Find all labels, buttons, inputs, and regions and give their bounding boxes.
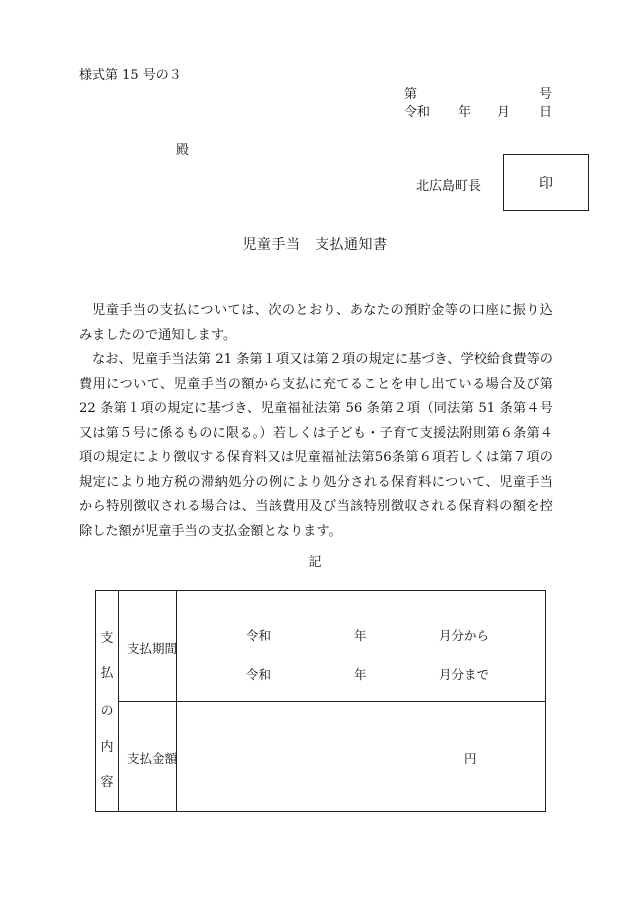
date-month: 月: [497, 105, 511, 120]
addressee-suffix: 殿: [176, 143, 190, 158]
period-to-month: 月分まで: [439, 667, 490, 682]
payment-details-table: [95, 590, 546, 812]
ki-heading: 記: [308, 555, 322, 570]
period-from-month: 月分から: [439, 628, 490, 643]
document-title: 児童手当 支払通知書: [242, 237, 388, 253]
period-from-era: 令和: [246, 628, 272, 643]
body-text: [79, 299, 553, 544]
amount-label: 支払金額: [127, 751, 178, 766]
date-day: 日: [539, 105, 553, 120]
body-paragraph-1: 児童手当の支払については、次のとおり、あなたの預貯金等の口座に振り込みましたので通知します。: [79, 303, 553, 343]
period-to-year: 年: [354, 667, 367, 682]
seal-label: 印: [539, 175, 553, 192]
vertical-label-char-2: 払: [100, 666, 114, 681]
issuer-name: 北広島町長: [416, 179, 482, 194]
body-paragraph-2: なお、児童手当法第 21 条第１項又は第２項の規定に基づき、学校給食費等の費用について、児童手当の額から支払に充てることを申し出ている場合及び第 22 条第１項の規定に基づき、児童福祉法第 56 条第２項（同法第 51 条第４号又は第５号に係るものに限る。）若しくは子ども・子育て支援法附則第６条第４項の規定により徴収する保育料又は児童福祉法第56条第６項若しくは第７項の規定により地方税の滞納処分の例により処分される保育料について、児童手当から特別徴収される場合は、当該費用及び当該特別徴収される保育料の額を控除した額が児童手当の支払金額となります。: [79, 352, 553, 539]
vertical-label-char-5: 容: [100, 775, 114, 790]
vertical-label-char-4: 内: [100, 740, 114, 755]
seal-box: [503, 154, 589, 211]
period-to-era: 令和: [246, 667, 272, 682]
date-era: 令和: [404, 105, 431, 120]
period-from-year: 年: [354, 628, 367, 643]
vertical-label-char-1: 支: [100, 631, 114, 646]
period-label: 支払期間: [127, 641, 178, 656]
form-number: 様式第 15 号の３: [79, 68, 182, 83]
amount-unit: 円: [464, 751, 477, 766]
table-divider-h: [118, 701, 545, 702]
number-go: 号: [539, 87, 553, 102]
number-dai: 第: [404, 87, 418, 102]
date-year: 年: [458, 105, 472, 120]
vertical-label-char-3: の: [100, 704, 114, 719]
